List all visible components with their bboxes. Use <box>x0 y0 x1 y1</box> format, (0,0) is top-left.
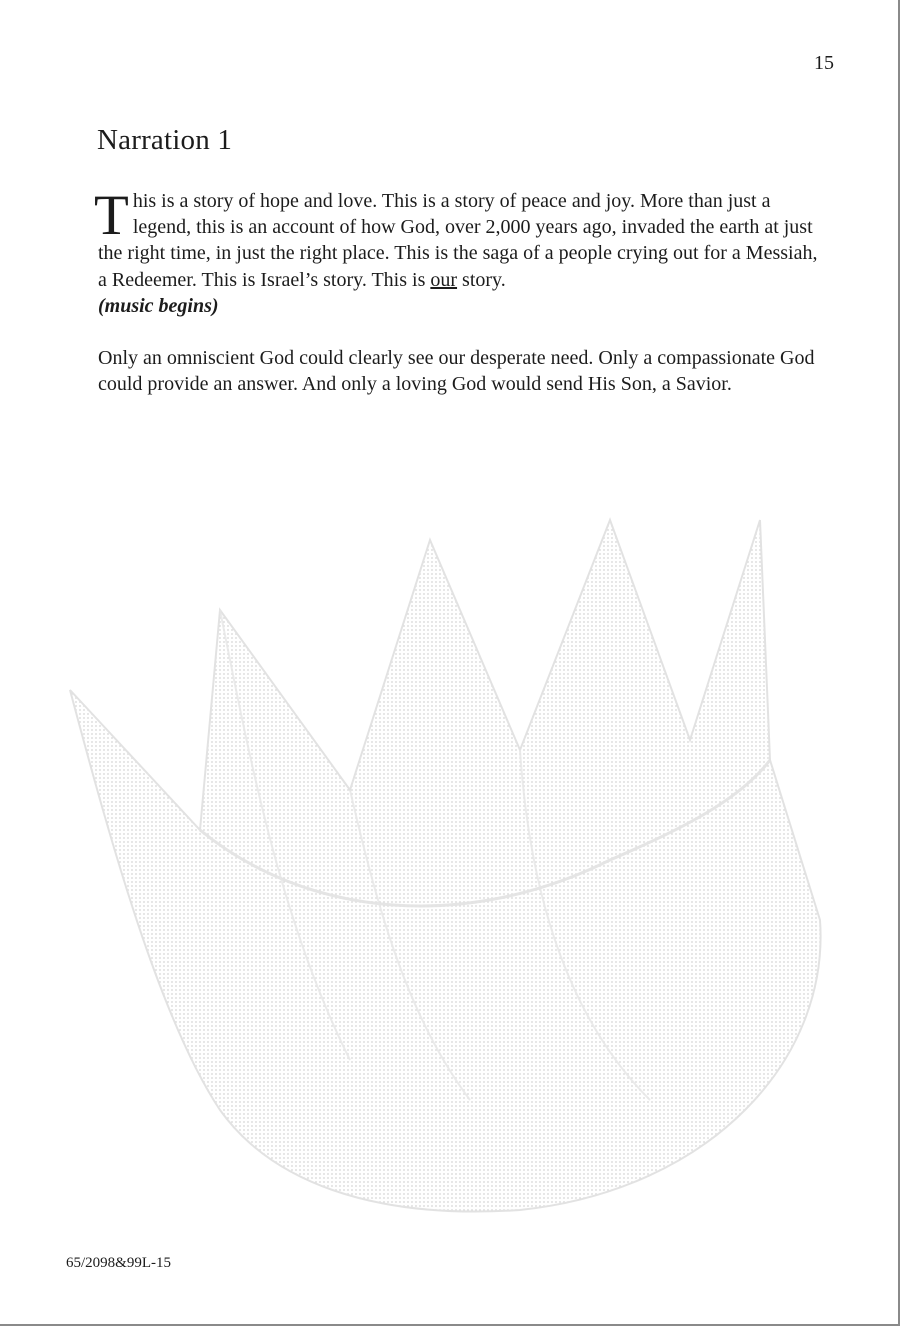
crown-watermark-icon <box>50 500 840 1220</box>
paragraph-2: Only an omniscient God could clearly see our desperate need. Only a compassionate God could provide an answer. And only a loving God would send His Son, a Savior. <box>98 347 815 396</box>
paragraph-1-text-b: story. <box>457 268 506 291</box>
music-cue: (music begins) <box>98 294 219 317</box>
page-number: 15 <box>814 52 834 74</box>
narration-body <box>94 184 818 397</box>
paragraph-1 <box>94 184 818 319</box>
footer-catalog-code: 65/2098&99L-15 <box>66 1255 171 1271</box>
underlined-word: our <box>430 268 458 291</box>
paragraph-1-text-a: his is a story of hope and love. This is a story of peace and joy. More than just a legend, this is an account of how God, over 2,000 years ago, invaded the earth at just the right time, in just the right place. This is the saga of a people crying out for a Messiah, a Redeemer. This is Israel’s story. This is <box>98 190 818 291</box>
drop-cap: T <box>94 184 129 247</box>
section-heading: Narration 1 <box>97 124 233 156</box>
